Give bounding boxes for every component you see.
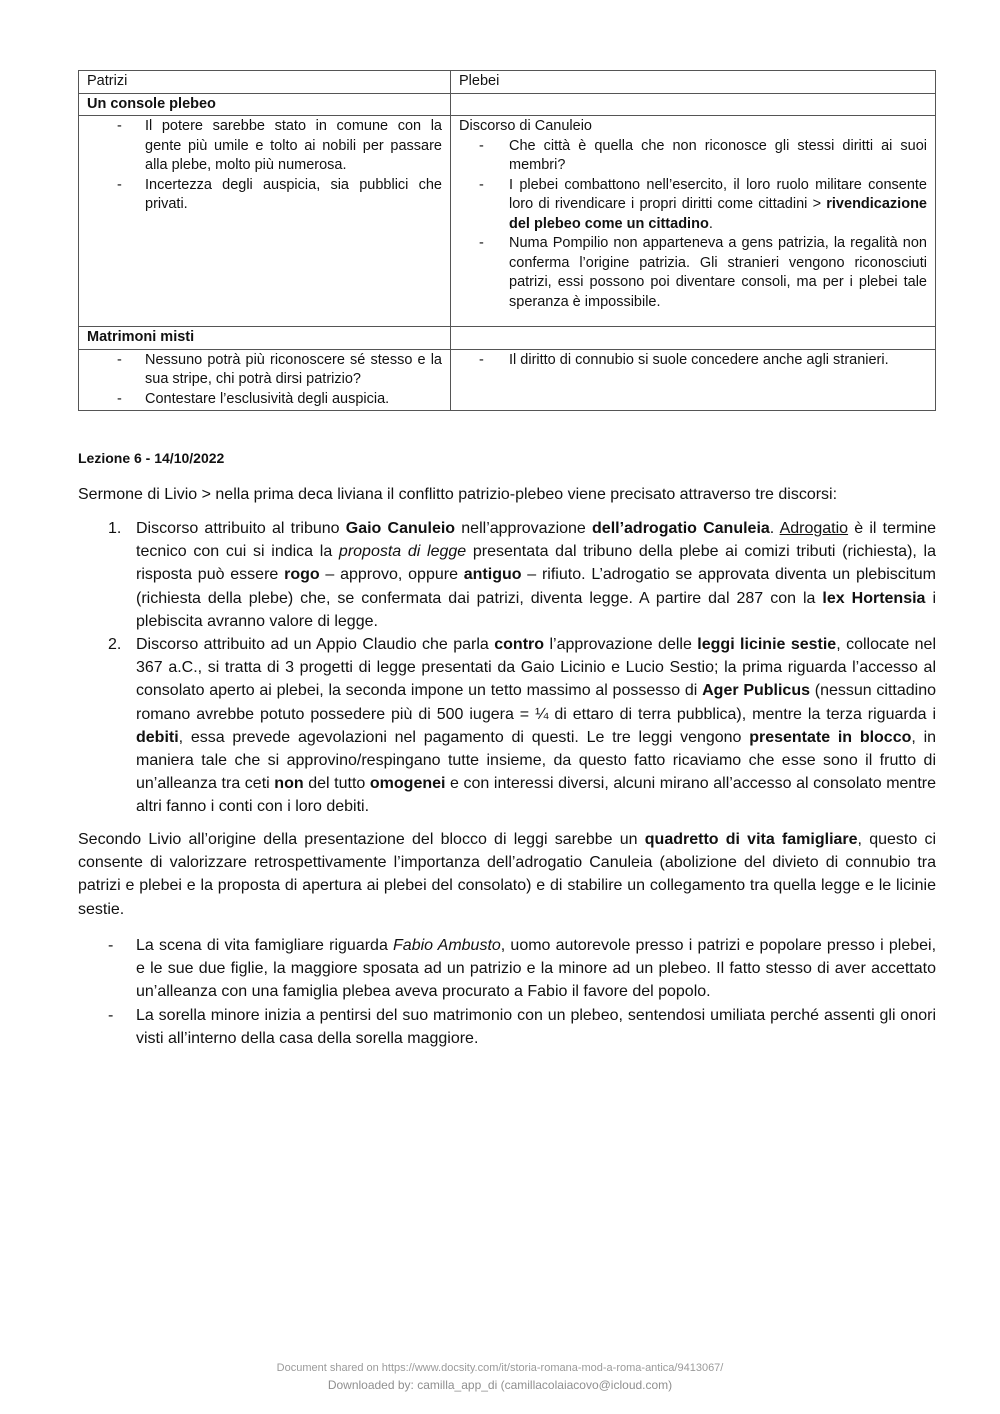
text: Discorso attribuito ad un Appio Claudio che parla bbox=[136, 636, 495, 654]
text: – approvo, oppure bbox=[319, 566, 464, 584]
text: , collocate nel 367 a.C., si tratta di 3 progetti di legge presentati da Gaio Licinio e Lucio Sestio; la prima riguarda l’accesso al consolato aperto ai plebei, la seconda impone un tetto massimo al possesso di bbox=[136, 636, 936, 700]
list-item-text: I plebei combattono nell’esercito, il loro ruolo militare consente loro di rivendicare i propri diritti come cittadini > bbox=[509, 176, 927, 212]
plebei-cell bbox=[451, 349, 936, 411]
text: del tutto bbox=[303, 775, 370, 793]
table-row bbox=[79, 116, 936, 327]
table-row bbox=[79, 349, 936, 411]
text: e con interessi diversi, alcuni mirano all’accesso al consolato mentre altri fanno i conti con i loro debiti. bbox=[136, 775, 937, 816]
list-item: - La sorella minore inizia a pentirsi del suo matrimonio con un plebeo, sentendosi umiliata perché assenti gli onori visti all’interno della casa della sorella maggiore. bbox=[78, 1004, 936, 1050]
text: l’approvazione delle bbox=[544, 636, 698, 654]
text: presentata dal tribuno della plebe ai comizi tributi (richiesta), la risposta può essere bbox=[136, 543, 936, 584]
list-item: - Nessuno potrà più riconoscere sé stesso e la sua stripe, chi potrà dirsi patrizio? bbox=[87, 351, 442, 390]
empty-cell bbox=[451, 327, 936, 350]
text: Discorso attribuito al tribuno bbox=[136, 520, 346, 537]
item-number: 2. bbox=[108, 636, 122, 654]
list-item: - Che città è quella che non riconosce gli stessi diritti ai suoi membri? bbox=[459, 137, 927, 176]
list-item bbox=[459, 176, 927, 235]
list-item bbox=[78, 934, 936, 1004]
plebei-cell bbox=[451, 116, 936, 327]
table-header-row bbox=[79, 71, 936, 94]
text: , uomo autorevole presso i patrizi e popolare presso i plebei, e le sue due figlie, la maggiore sposata ad un patrizio e la minore ad un plebeo. Il fatto stesso di aver accettato un’alleanza con una famiglia plebea aveva procurato a Fabio il favore del popolo. bbox=[136, 937, 937, 1001]
paragraph bbox=[78, 828, 936, 921]
comparison-table bbox=[78, 70, 936, 411]
italic-text: proposta di legge bbox=[338, 543, 467, 561]
patrizi-cell bbox=[79, 116, 451, 327]
patrizi-cell bbox=[79, 349, 451, 411]
italic-text: Fabio Ambusto bbox=[393, 937, 501, 954]
text: i plebiscita avranno valore di legge. bbox=[136, 589, 936, 630]
bold-text: Ager Publicus bbox=[702, 682, 810, 700]
text: Secondo Livio all’origine della presentazione del blocco di leggi sarebbe un bbox=[78, 831, 645, 848]
text: , questo ci consente di valorizzare retrospettivamente l’importanza dell’adrogatio Canuleia (abolizione del divieto di connubio tra patrizi e plebei e la proposta di apertura ai plebei del consolato) e di stabilire un collegamento tra quella legge e le licinie sestie. bbox=[78, 831, 937, 918]
section-title: Matrimoni misti bbox=[79, 327, 451, 350]
plebei-list bbox=[459, 351, 927, 371]
list-item bbox=[78, 517, 936, 633]
empty-cell bbox=[451, 93, 936, 116]
list-item bbox=[78, 633, 936, 819]
bold-text: omogenei bbox=[369, 775, 446, 793]
list-item-bold: rivendicazione del plebeo come un cittadino bbox=[509, 196, 927, 232]
header-patrizi: Patrizi bbox=[79, 71, 451, 94]
page-content bbox=[78, 70, 937, 1047]
text: . bbox=[769, 520, 780, 537]
section-row bbox=[79, 93, 936, 116]
lesson-heading: Lezione 6 - 14/10/2022 bbox=[78, 450, 225, 466]
text: (nessun cittadino romano avrebbe potuto possedere più di 500 iugera = ¼ di ettaro di terra pubblica), mentre la terza riguarda i bbox=[136, 682, 937, 723]
text: , in maniera tale che si approvino/respingano tutte insieme, da questo fatto ricaviamo che esse sono il frutto di un’alleanza tra ceti bbox=[136, 728, 937, 793]
footer-downloaded: Downloaded by: camilla_app_di (camillacolaiacovo@icloud.com) bbox=[327, 1378, 673, 1392]
bold-text: non bbox=[274, 775, 304, 793]
text: – rifiuto. L’adrogatio se approvata diventa un plebiscitum (richiesta della plebe) che, se confermata dai patrizi, diventa legge. A partire dal 287 con la bbox=[136, 566, 937, 607]
bold-text: antiguo bbox=[463, 566, 522, 584]
bold-text: contro bbox=[494, 636, 545, 654]
section-row bbox=[79, 327, 936, 350]
numbered-list bbox=[78, 517, 936, 819]
footer-shared: Document shared on https://www.docsity.com/it/storia-romana-mod-a-roma-antica/9413067/ bbox=[276, 1362, 724, 1374]
list-item-text: . bbox=[708, 215, 713, 232]
plebei-list bbox=[459, 137, 927, 313]
bold-text: presentate in blocco bbox=[749, 728, 912, 746]
header-plebei: Plebei bbox=[451, 71, 936, 94]
bold-text: leggi licinie sestie bbox=[697, 636, 837, 654]
list-item: - Il potere sarebbe stato in comune con la gente più umile e tolto ai nobili per passare alla plebe, molto più numerosa. bbox=[87, 117, 442, 176]
bold-text: rogo bbox=[284, 566, 320, 584]
patrizi-list bbox=[87, 117, 442, 215]
bold-text: dell’adrogatio Canuleia bbox=[592, 520, 770, 537]
intro-paragraph: Sermone di Livio > nella prima deca liviana il conflitto patrizio-plebeo viene precisato attraverso tre discorsi: bbox=[78, 486, 838, 503]
bold-text: lex Hortensia bbox=[822, 589, 926, 607]
item-number: 1. bbox=[108, 520, 122, 537]
list-item: - Incertezza degli auspicia, sia pubblici che privati. bbox=[87, 176, 442, 215]
bold-text: quadretto di vita famigliare bbox=[644, 831, 858, 848]
bold-text: Gaio Canuleio bbox=[345, 520, 456, 537]
text: è il termine tecnico con cui si indica la bbox=[136, 520, 937, 561]
dash-list bbox=[78, 934, 936, 1050]
text: , essa prevede agevolazioni nel pagamento di questi. Le tre leggi vengono bbox=[178, 728, 750, 746]
list-item: - Contestare l’esclusività degli auspicia. bbox=[87, 390, 442, 410]
section-title: Un console plebeo bbox=[79, 93, 451, 116]
bold-text: debiti bbox=[136, 728, 179, 746]
text: La scena di vita famigliare riguarda bbox=[136, 937, 394, 954]
patrizi-list bbox=[87, 351, 442, 410]
text: nell’approvazione bbox=[455, 520, 593, 537]
list-item: - Il diritto di connubio si suole concedere anche agli stranieri. bbox=[459, 351, 927, 371]
list-item: - Numa Pompilio non apparteneva a gens patrizia, la regalità non conferma l’origine patrizia. Gli stranieri vengono riconosciuti patrizi, essi possono poi diventare consoli, ma per i plebei tale speranza è impossibile. bbox=[459, 234, 927, 312]
underlined-text: Adrogatio bbox=[779, 520, 849, 537]
cell-heading: Discorso di Canuleio bbox=[459, 118, 592, 134]
